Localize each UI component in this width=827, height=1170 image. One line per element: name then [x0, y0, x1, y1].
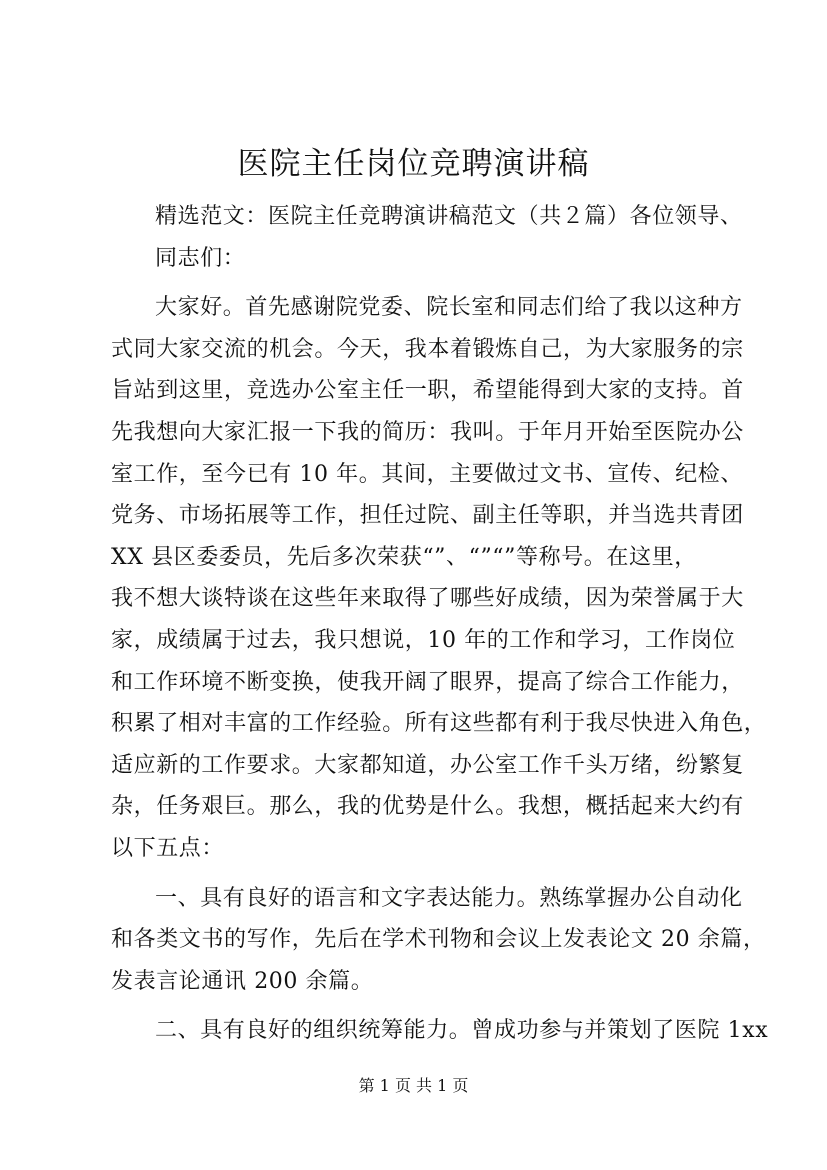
text-line: 和工作环境不断变换，使我开阔了眼界，提高了综合工作能力，	[111, 669, 744, 695]
text-line: 旨站到这里，竞选办公室主任一职，希望能得到大家的支持。首	[111, 378, 744, 404]
text-line: 党务、市场拓展等工作，担任过院、副主任等职，并当选共青团	[111, 503, 744, 529]
document-title: 医院主任岗位竞聘演讲稿	[237, 146, 590, 182]
text-line: 家，成绩属于过去，我只想说，10 年的工作和学习，工作岗位	[111, 627, 736, 653]
text-line: 一、具有良好的语言和文字表达能力。熟练掌握办公自动化	[155, 885, 743, 911]
paragraph-intro	[111, 196, 741, 279]
text-line: 积累了相对丰富的工作经验。所有这些都有利于我尽快进入角色，	[111, 711, 767, 737]
text-line: 发表言论通讯 200 余篇。	[111, 968, 374, 994]
page-footer: 第 1 页 共 1 页	[358, 1076, 469, 1095]
paragraph-main	[111, 287, 767, 869]
text-line: 室工作，至今已有 10 年。其间，主要做过文书、宣传、纪检、	[111, 461, 743, 487]
text-line: 同志们：	[155, 245, 246, 271]
text-line: 我不想大谈特谈在这些年来取得了哪些好成绩，因为荣誉属于大	[111, 586, 744, 612]
text-line: 大家好。首先感谢院党委、院长室和同志们给了我以这种方	[155, 295, 743, 321]
text-line: 先我想向大家汇报一下我的简历：我叫。于年月开始至医院办公	[111, 419, 744, 445]
paragraph-point-two	[111, 1010, 769, 1052]
paragraph-point-one	[111, 878, 766, 1003]
text-line: 式同大家交流的机会。今天，我本着锻炼自己，为大家服务的宗	[111, 336, 744, 362]
text-line: 适应新的工作要求。大家都知道，办公室工作千头万绪，纷繁复	[111, 752, 744, 778]
text-line: 二、具有良好的组织统筹能力。曾成功参与并策划了医院 1xx	[155, 1018, 769, 1044]
text-line: 杂，任务艰巨。那么，我的优势是什么。我想，概括起来大约有	[111, 794, 744, 820]
document-body	[111, 196, 769, 1052]
text-line: 和各类文书的写作，先后在学术刊物和会议上发表论文 20 余篇，	[111, 927, 766, 953]
text-line: 以下五点：	[111, 835, 225, 861]
text-line: XX 县区委委员，先后多次荣获“”、“”“”等称号。在这里，	[111, 544, 697, 570]
text-line: 精选范文：医院主任竞聘演讲稿范文（共２篇）各位领导、	[155, 204, 743, 229]
